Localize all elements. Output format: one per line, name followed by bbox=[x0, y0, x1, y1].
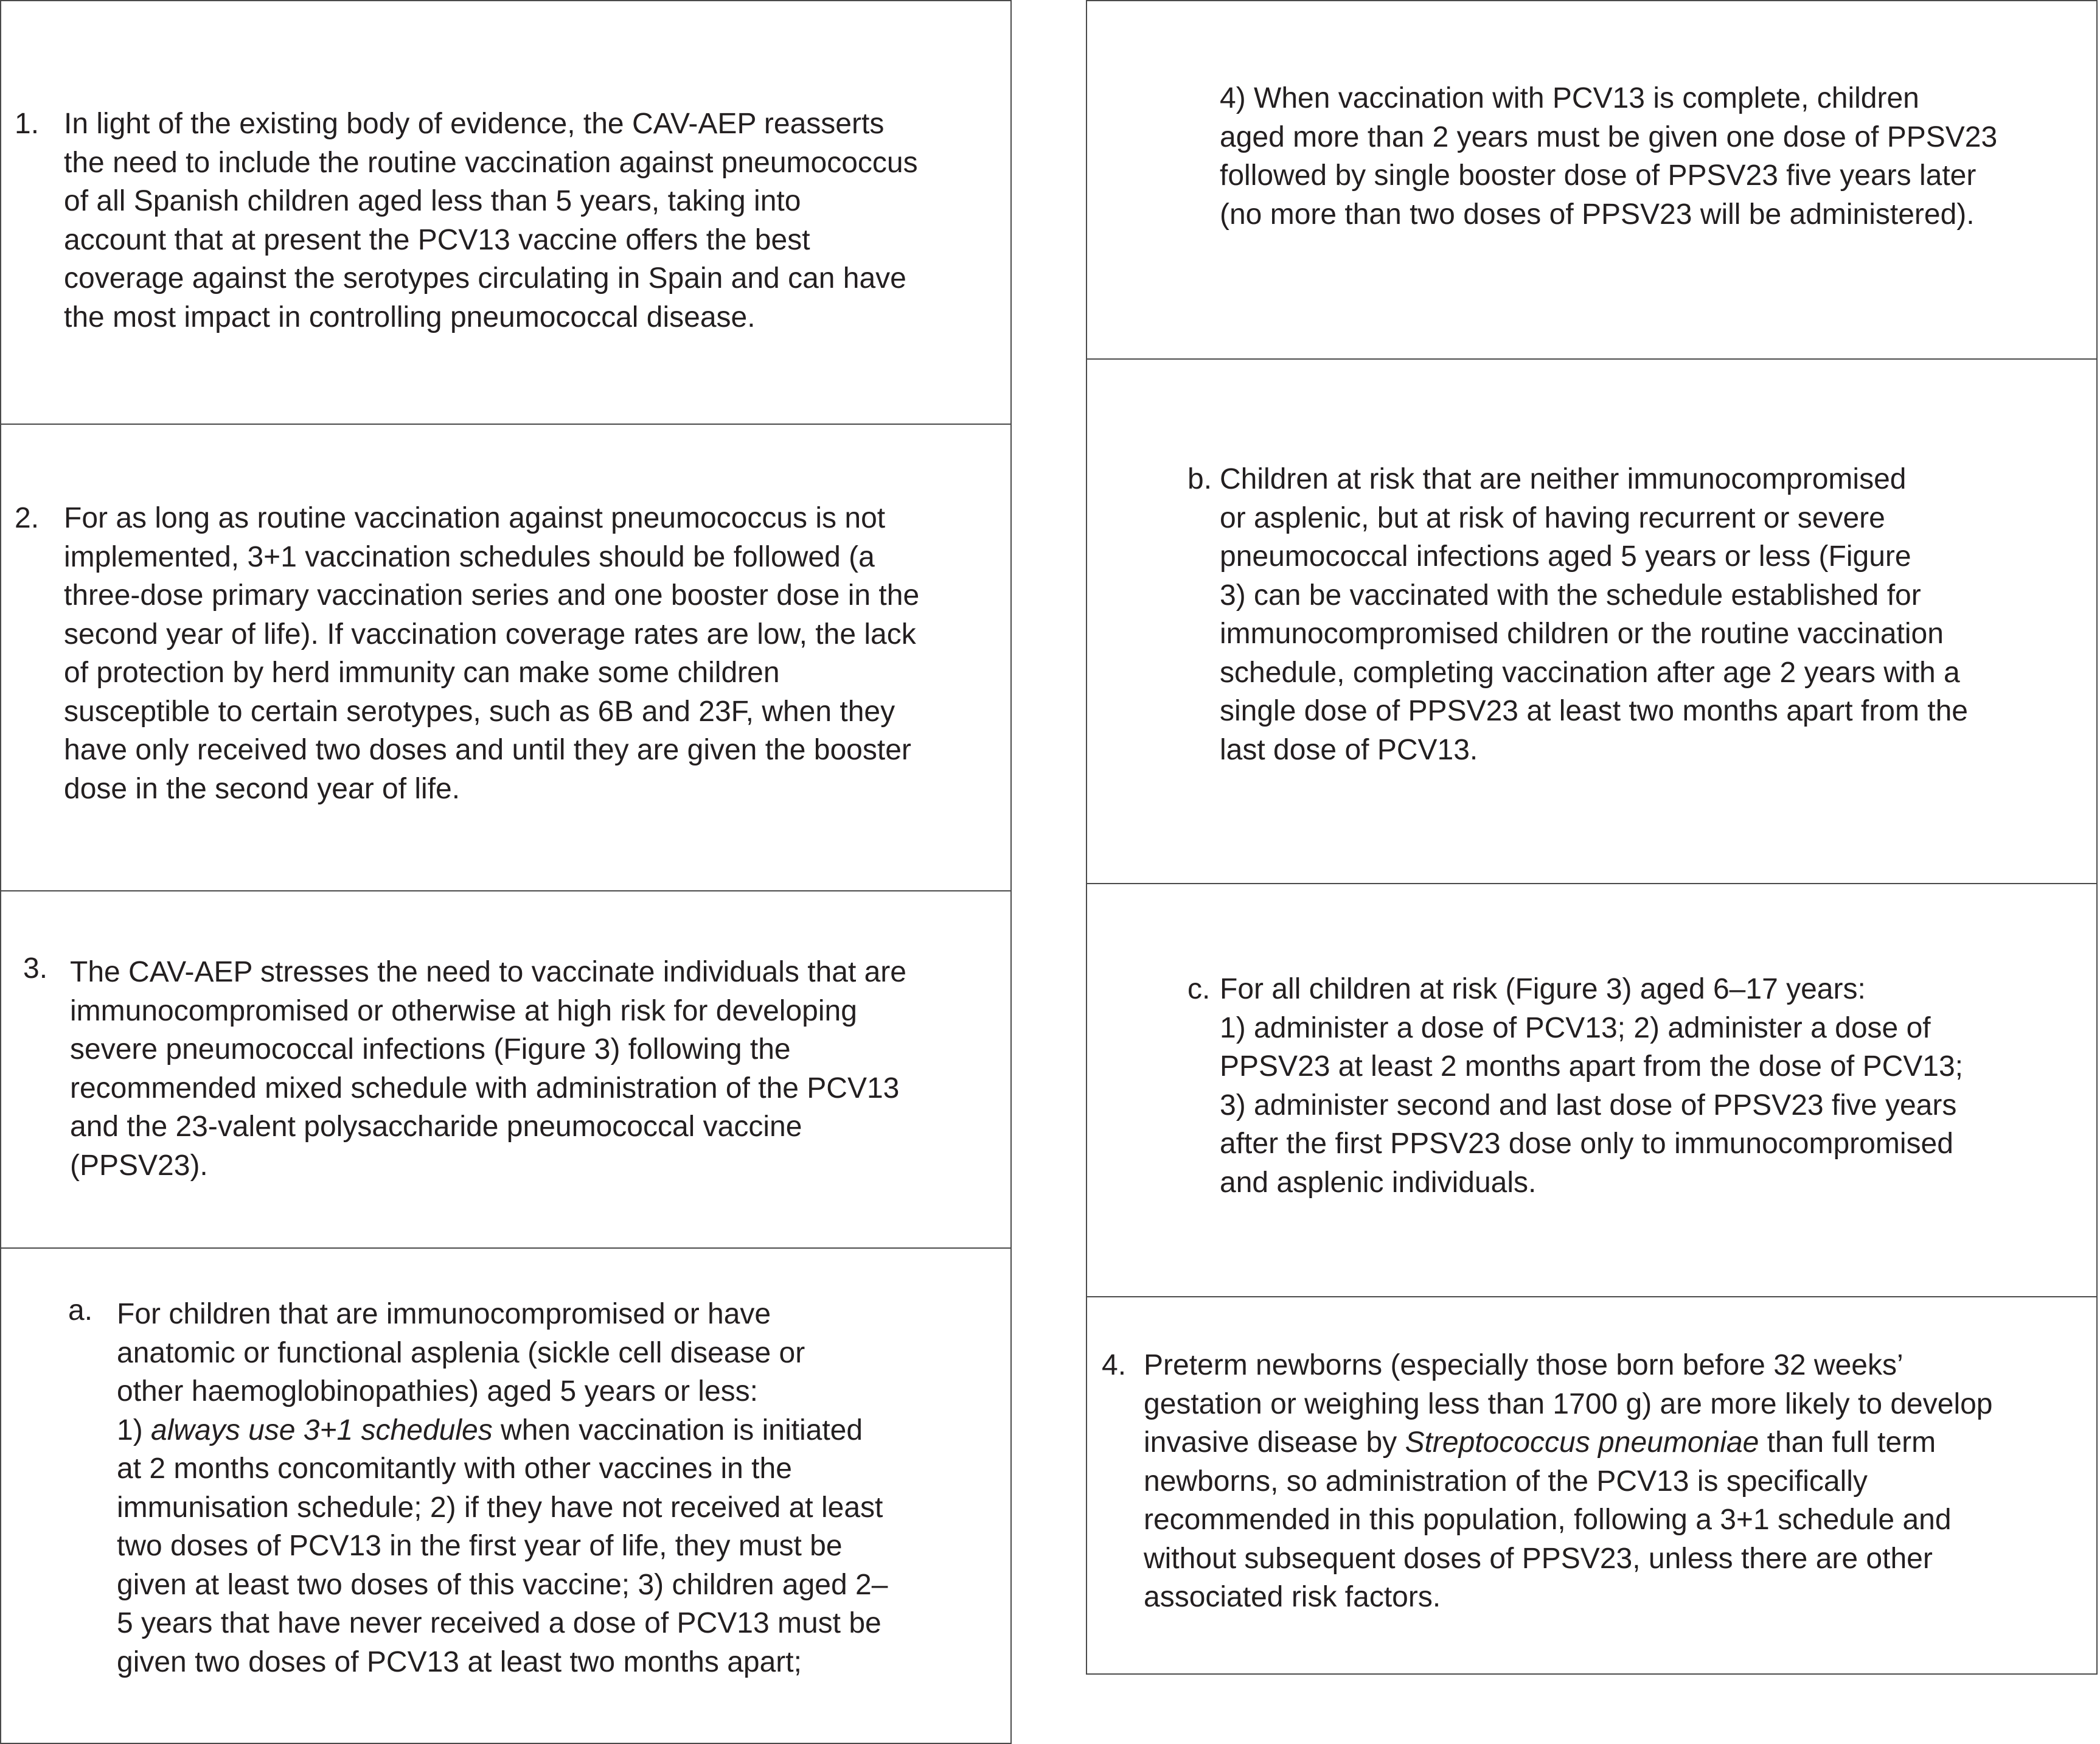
text-run: when vaccination is initiated bbox=[492, 1414, 863, 1446]
item-text bbox=[1220, 79, 1997, 234]
item-text bbox=[64, 499, 919, 808]
text-line: or asplenic, but at risk of having recurrent or severe bbox=[1220, 501, 1885, 534]
item-text bbox=[1220, 970, 1963, 1202]
item-letter: a. bbox=[68, 1294, 93, 1327]
text-line: of protection by herd immunity can make some children bbox=[64, 657, 780, 689]
recommendation-box-1 bbox=[0, 0, 1012, 425]
text-line bbox=[117, 1411, 888, 1450]
text-line: three-dose primary vaccination series and one booster dose in the bbox=[64, 579, 920, 612]
item-text bbox=[1220, 460, 1968, 769]
recommendation-3a-continued bbox=[1220, 79, 1997, 234]
text-line: implemented, 3+1 vaccination schedules should be followed (a bbox=[64, 540, 875, 573]
text-line: For as long as routine vaccination against pneumococcus is not bbox=[64, 502, 886, 534]
text-line: after the first PPSV23 dose only to immunocompromised bbox=[1220, 1128, 1953, 1160]
text-line: single dose of PPSV23 at least two months apart from the bbox=[1220, 695, 1968, 727]
right-column bbox=[1086, 0, 2100, 1675]
text-line: recommended in this population, following a 3+1 schedule and bbox=[1144, 1504, 1952, 1536]
item-text bbox=[117, 1295, 888, 1681]
italic-emphasis: always use 3+1 schedules bbox=[151, 1414, 493, 1446]
item-letter: c. bbox=[1187, 973, 1211, 1005]
text-line: associated risk factors. bbox=[1144, 1581, 1441, 1613]
text-line: immunocompromised or otherwise at high risk for developing bbox=[70, 994, 857, 1027]
text-line: In light of the existing body of evidence, the CAV-AEP reasserts bbox=[64, 108, 885, 140]
item-text bbox=[1144, 1346, 1993, 1617]
text-line bbox=[1144, 1423, 1993, 1462]
text-line: and the 23-valent polysaccharide pneumococcal vaccine bbox=[70, 1111, 802, 1143]
recommendation-3a bbox=[68, 1295, 888, 1681]
item-number: 2. bbox=[15, 502, 40, 534]
item-number: 4. bbox=[1102, 1349, 1127, 1381]
recommendation-box-3a-continued bbox=[1086, 0, 2098, 360]
text-line: two doses of PCV13 in the first year of life, they must be bbox=[117, 1530, 843, 1562]
text-line: the need to include the routine vaccination against pneumococcus bbox=[64, 146, 918, 179]
text-line: and asplenic individuals. bbox=[1220, 1166, 1537, 1199]
recommendation-box-4 bbox=[1086, 1297, 2098, 1675]
text-line: Children at risk that are neither immunocompromised bbox=[1220, 463, 1907, 495]
recommendation-4 bbox=[1102, 1346, 1993, 1617]
item-letter: b. bbox=[1187, 463, 1212, 495]
text-line: susceptible to certain serotypes, such as 6B and 23F, when they bbox=[64, 695, 895, 728]
text-line: pneumococcal infections aged 5 years or less (Figure bbox=[1220, 540, 1911, 573]
left-column bbox=[0, 0, 1014, 1744]
text-line: PPSV23 at least 2 months apart from the dose of PCV13; bbox=[1220, 1050, 1964, 1083]
item-number: 1. bbox=[15, 108, 40, 140]
text-line: recommended mixed schedule with administration of the PCV13 bbox=[70, 1072, 900, 1104]
italic-species-name: Streptococcus pneumoniae bbox=[1405, 1426, 1759, 1459]
item-number: 3. bbox=[23, 952, 48, 985]
text-line: given two doses of PCV13 at least two months apart; bbox=[117, 1645, 802, 1678]
recommendation-2 bbox=[15, 499, 919, 808]
text-line: severe pneumococcal infections (Figure 3) following the bbox=[70, 1033, 791, 1066]
recommendation-3b bbox=[1187, 460, 1968, 769]
text-line: (no more than two doses of PPSV23 will be administered). bbox=[1220, 198, 1975, 231]
text-line: anatomic or functional asplenia (sickle cell disease or bbox=[117, 1336, 805, 1369]
text-line: without subsequent doses of PPSV23, unless there are other bbox=[1144, 1542, 1933, 1575]
text-line: 4) When vaccination with PCV13 is complete, children bbox=[1220, 82, 1919, 114]
recommendation-3c bbox=[1187, 970, 1963, 1202]
text-line: immunisation schedule; 2) if they have not received at least bbox=[117, 1491, 883, 1524]
text-line: of all Spanish children aged less than 5 years, taking into bbox=[64, 185, 801, 217]
text-line: 3) administer second and last dose of PPSV23 five years bbox=[1220, 1089, 1957, 1121]
text-run: invasive disease by bbox=[1144, 1426, 1405, 1459]
item-text bbox=[70, 953, 906, 1185]
text-line: 3) can be vaccinated with the schedule established for bbox=[1220, 579, 1921, 612]
recommendation-box-2 bbox=[0, 425, 1012, 891]
text-line: other haemoglobinopathies) aged 5 years or less: bbox=[117, 1375, 758, 1407]
item-text bbox=[64, 105, 918, 337]
text-line: aged more than 2 years must be given one dose of PPSV23 bbox=[1220, 120, 1998, 153]
text-line: second year of life). If vaccination coverage rates are low, the lack bbox=[64, 618, 916, 651]
text-line: last dose of PCV13. bbox=[1220, 733, 1478, 766]
text-run: 1) bbox=[117, 1414, 151, 1446]
text-line: 1) administer a dose of PCV13; 2) administer a dose of bbox=[1220, 1011, 1931, 1044]
recommendation-3 bbox=[23, 953, 906, 1185]
text-line: account that at present the PCV13 vaccine offers the best bbox=[64, 223, 810, 256]
text-line: schedule, completing vaccination after age 2 years with a bbox=[1220, 656, 1960, 689]
text-line: newborns, so administration of the PCV13 is specifically bbox=[1144, 1465, 1868, 1498]
text-line: coverage against the serotypes circulating in Spain and can have bbox=[64, 262, 906, 295]
text-line: gestation or weighing less than 1700 g) are more likely to develop bbox=[1144, 1387, 1993, 1420]
recommendation-box-3a bbox=[0, 1249, 1012, 1744]
text-line: dose in the second year of life. bbox=[64, 772, 461, 805]
text-line: immunocompromised children or the routine vaccination bbox=[1220, 618, 1944, 650]
text-line: have only received two doses and until they are given the booster bbox=[64, 734, 911, 766]
text-line: 5 years that have never received a dose of PCV13 must be bbox=[117, 1607, 881, 1639]
text-line: the most impact in controlling pneumococcal disease. bbox=[64, 301, 756, 333]
recommendation-box-3 bbox=[0, 891, 1012, 1249]
text-line: For children that are immunocompromised or have bbox=[117, 1298, 771, 1330]
recommendation-1 bbox=[15, 105, 918, 337]
text-line: The CAV-AEP stresses the need to vaccinate individuals that are bbox=[70, 956, 906, 988]
recommendation-box-3b bbox=[1086, 360, 2098, 884]
text-line: (PPSV23). bbox=[70, 1149, 208, 1182]
text-line: given at least two doses of this vaccine; 3) children aged 2– bbox=[117, 1568, 888, 1601]
text-run: than full term bbox=[1759, 1426, 1936, 1459]
text-line: at 2 months concomitantly with other vaccines in the bbox=[117, 1453, 792, 1485]
text-line: Preterm newborns (especially those born before 32 weeks’ bbox=[1144, 1349, 1904, 1381]
text-line: followed by single booster dose of PPSV23 five years later bbox=[1220, 159, 1977, 192]
text-line: For all children at risk (Figure 3) aged 6–17 years: bbox=[1220, 973, 1866, 1005]
recommendation-box-3c bbox=[1086, 884, 2098, 1297]
